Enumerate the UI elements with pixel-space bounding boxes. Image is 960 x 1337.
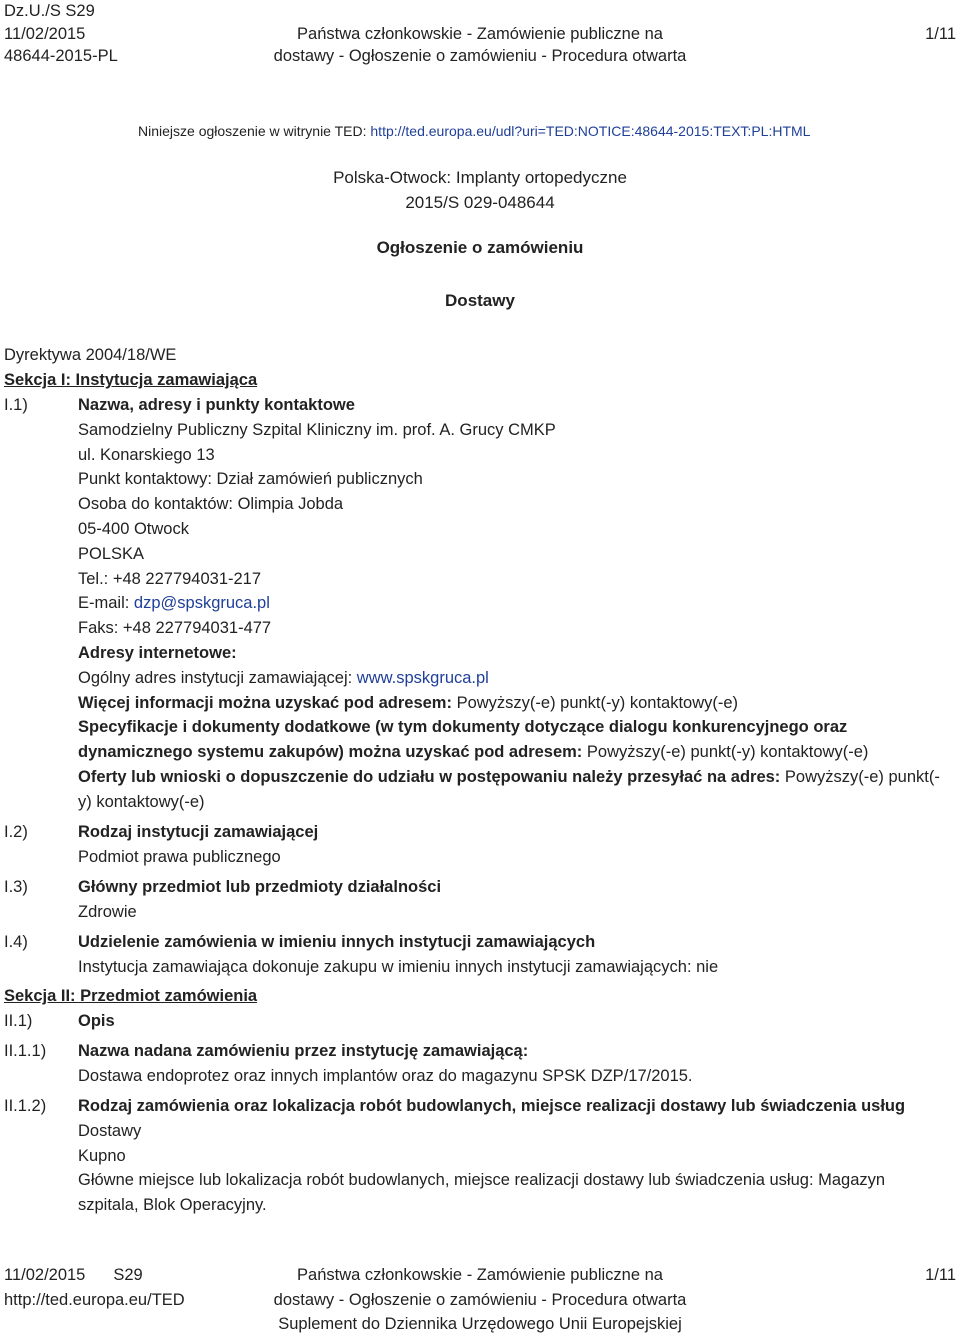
item-ii1-label: Opis xyxy=(78,1012,115,1030)
footer-page-number: 1/11 xyxy=(925,1266,956,1284)
item-number-ii1: II.1) xyxy=(4,1012,33,1030)
contact-phone: Tel.: +48 227794031-217 xyxy=(78,569,262,588)
notice-title: Polska-Otwock: Implanty ortopedyczne xyxy=(333,168,627,187)
footer-series: S29 xyxy=(113,1266,143,1284)
specs-line xyxy=(78,715,948,765)
contact-person: Osoba do kontaktów: Olimpia Jobda xyxy=(78,495,344,514)
item-i4-label: Udzielenie zamówienia w imieniu innych instytucji zamawiających xyxy=(78,933,596,951)
item-i3 xyxy=(78,875,948,925)
more-info-value: Powyższy(-e) punkt(-y) kontaktowy(-e) xyxy=(456,693,739,712)
contracting-authority-street: ul. Konarskiego 13 xyxy=(78,445,215,464)
item-i1-label: Nazwa, adresy i punkty kontaktowe xyxy=(78,396,355,414)
footer-date-series xyxy=(4,1263,234,1288)
contact-email-link[interactable]: dzp@spskgruca.pl xyxy=(133,594,270,613)
contact-fax: Faks: +48 227794031-477 xyxy=(78,619,272,638)
footer-title-line2: dostawy - Ogłoszenie o zamówieniu - Procedura otwarta xyxy=(273,1290,687,1309)
item-number-ii11: II.1.1) xyxy=(4,1042,47,1060)
ted-notice-line xyxy=(138,121,810,141)
item-i2-value: Podmiot prawa publicznego xyxy=(78,847,281,866)
item-number-i2: I.2) xyxy=(4,823,28,841)
notice-type: Ogłoszenie o zamówieniu xyxy=(376,238,584,257)
general-address-link[interactable]: www.spskgruca.pl xyxy=(356,668,489,687)
item-ii12-subtype: Kupno xyxy=(78,1146,126,1165)
directive: Dyrektywa 2004/18/WE xyxy=(4,346,177,364)
general-address-line xyxy=(78,666,948,691)
page-footer xyxy=(4,1263,956,1337)
contact-point: Punkt kontaktowy: Dział zamówień publicznych xyxy=(78,470,423,489)
header-page-number: 1/11 xyxy=(925,24,956,43)
footer-supplement: Suplement do Dziennika Urzędowego Unii Europejskiej xyxy=(278,1315,682,1334)
header-title-line2: dostawy - Ogłoszenie o zamówieniu - Procedura otwarta xyxy=(273,47,687,65)
footer-date: 11/02/2015 xyxy=(4,1266,86,1284)
footer-title-line1: Państwa członkowskie - Zamówienie publiczne na xyxy=(297,1266,663,1284)
item-ii11-label: Nazwa nadana zamówieniu przez instytucję zamawiającą: xyxy=(78,1042,529,1060)
item-number-i4: I.4) xyxy=(4,933,28,951)
contact-email-label: E-mail: xyxy=(78,594,134,613)
internet-addresses-label: Adresy internetowe: xyxy=(78,643,237,662)
header-journal-ref: Dz.U./S S29 xyxy=(4,2,95,20)
header-date: 11/02/2015 xyxy=(4,24,86,43)
item-ii12-label: Rodzaj zamówienia oraz lokalizacja robót budowlanych, miejsce realizacji dostawy lub świadczenia usług xyxy=(78,1097,906,1115)
item-i3-value: Zdrowie xyxy=(78,902,137,921)
specs-value: Powyższy(-e) punkt(-y) kontaktowy(-e) xyxy=(586,743,869,762)
footer-ted-url: http://ted.europa.eu/TED xyxy=(4,1290,185,1309)
notice-number: 2015/S 029-048644 xyxy=(405,193,555,212)
item-ii12 xyxy=(78,1094,948,1218)
specs-label: Specyfikacje i dokumenty dodatkowe (w tym dokumenty dotyczące dialogu konkurencyjnego oraz dynamicznego systemu zakupów) można uzyskać pod adresem: xyxy=(78,718,848,762)
notice-category: Dostawy xyxy=(445,291,515,310)
more-info-line xyxy=(78,691,948,716)
contracting-authority-country: POLSKA xyxy=(78,544,145,563)
ted-notice-link[interactable]: http://ted.europa.eu/udl?uri=TED:NOTICE:48644-2015:TEXT:PL:HTML xyxy=(370,123,811,139)
header-notice-id: 48644-2015-PL xyxy=(4,47,118,65)
offers-line xyxy=(78,765,948,815)
item-i3-label: Główny przedmiot lub przedmioty działalności xyxy=(78,878,442,896)
contracting-authority-city: 05-400 Otwock xyxy=(78,519,189,538)
general-address-label: Ogólny adres instytucji zamawiającej: xyxy=(78,668,357,687)
offers-label: Oferty lub wnioski o dopuszczenie do udziału w postępowaniu należy przesyłać na adres: xyxy=(78,767,785,786)
item-ii11 xyxy=(78,1039,948,1089)
more-info-label: Więcej informacji można uzyskać pod adresem: xyxy=(78,693,457,712)
item-ii11-value: Dostawa endoprotez oraz innych implantów oraz do magazynu SPSK DZP/17/2015. xyxy=(78,1066,693,1085)
page-header xyxy=(4,0,956,70)
offers-value: Powyższy(-e) punkt(-y) kontaktowy(-e) xyxy=(78,767,940,811)
section-2-heading: Sekcja II: Przedmiot zamówienia xyxy=(4,987,258,1005)
item-ii12-type: Dostawy xyxy=(78,1121,142,1140)
item-i1 xyxy=(78,393,948,815)
item-i2 xyxy=(78,820,948,870)
item-number-i3: I.3) xyxy=(4,878,28,896)
item-i2-label: Rodzaj instytucji zamawiającej xyxy=(78,823,319,841)
item-number-i1: I.1) xyxy=(4,396,28,414)
item-i4-value: Instytucja zamawiająca dokonuje zakupu w imieniu innych instytucji zamawiających: nie xyxy=(78,957,719,976)
section-1-heading: Sekcja I: Instytucja zamawiająca xyxy=(4,371,258,389)
item-number-ii12: II.1.2) xyxy=(4,1097,47,1115)
contact-email-line xyxy=(78,591,948,616)
item-i4 xyxy=(78,930,948,980)
contracting-authority-name: Samodzielny Publiczny Szpital Kliniczny im. prof. A. Grucy CMKP xyxy=(78,420,556,439)
header-title-line1: Państwa członkowskie - Zamówienie publiczne na xyxy=(297,24,663,43)
ted-notice-prefix: Niniejsze ogłoszenie w witrynie TED: xyxy=(138,123,371,139)
item-ii12-place: Główne miejsce lub lokalizacja robót budowlanych, miejsce realizacji dostawy lub świadczenia usług: Magazyn szpitala, Blok Operacyjny. xyxy=(78,1171,886,1215)
